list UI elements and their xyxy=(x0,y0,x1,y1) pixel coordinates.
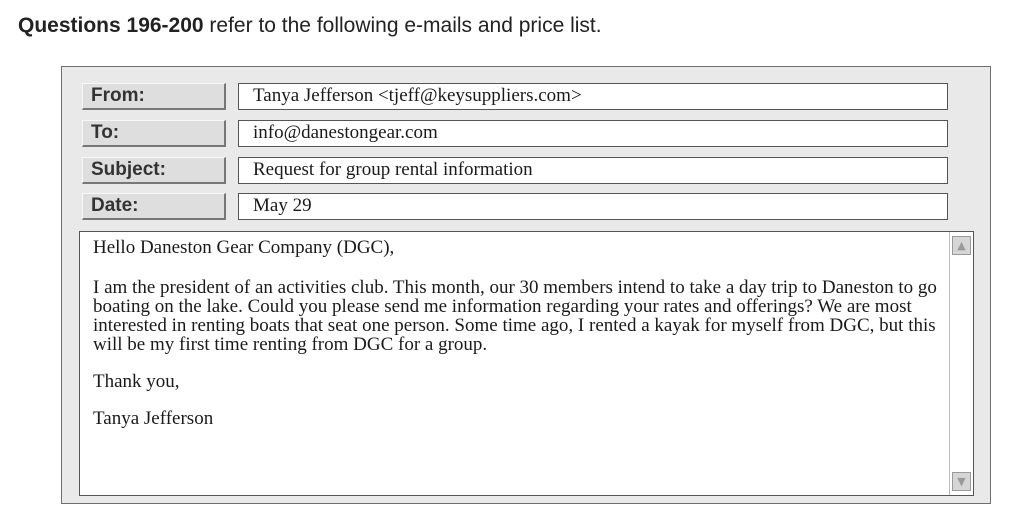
date-row xyxy=(82,193,948,220)
subject-label: Subject: xyxy=(82,157,226,184)
email-closing: Thank you, xyxy=(93,371,180,392)
email-greeting: Hello Daneston Gear Company (DGC), xyxy=(93,237,395,258)
email-paragraph: I am the president of an activities club. This month, our 30 members intend to take a day trip to Daneston to go boating on the lake. Could you please send me information regarding your rates and offerings? We are most interested in renting boats that seat one person. Some time ago, I rented a kayak for myself from DGC, but this will be my first time renting from DGC for a group. xyxy=(93,277,937,355)
date-label: Date: xyxy=(82,193,226,220)
scroll-up-icon[interactable]: ▲ xyxy=(952,236,971,255)
subject-field: Request for group rental information xyxy=(238,157,948,184)
from-label: From: xyxy=(82,83,226,110)
email-body-text xyxy=(93,238,943,446)
to-label: To: xyxy=(82,120,226,147)
subject-row xyxy=(82,157,948,184)
from-row xyxy=(82,83,948,110)
email-signature: Tanya Jefferson xyxy=(93,408,214,429)
to-row xyxy=(82,120,948,147)
date-field: May 29 xyxy=(238,193,948,220)
instruction-text: refer to the following e-mails and price list. xyxy=(203,14,602,37)
instruction-line xyxy=(18,14,602,38)
scroll-down-icon[interactable]: ▼ xyxy=(952,472,971,491)
scrollbar[interactable] xyxy=(949,232,973,495)
question-range: Questions 196-200 xyxy=(18,14,204,37)
email-window xyxy=(61,66,991,504)
email-body xyxy=(79,231,974,496)
to-field: info@danestongear.com xyxy=(238,120,948,147)
from-field: Tanya Jefferson <tjeff@keysuppliers.com> xyxy=(238,83,948,110)
